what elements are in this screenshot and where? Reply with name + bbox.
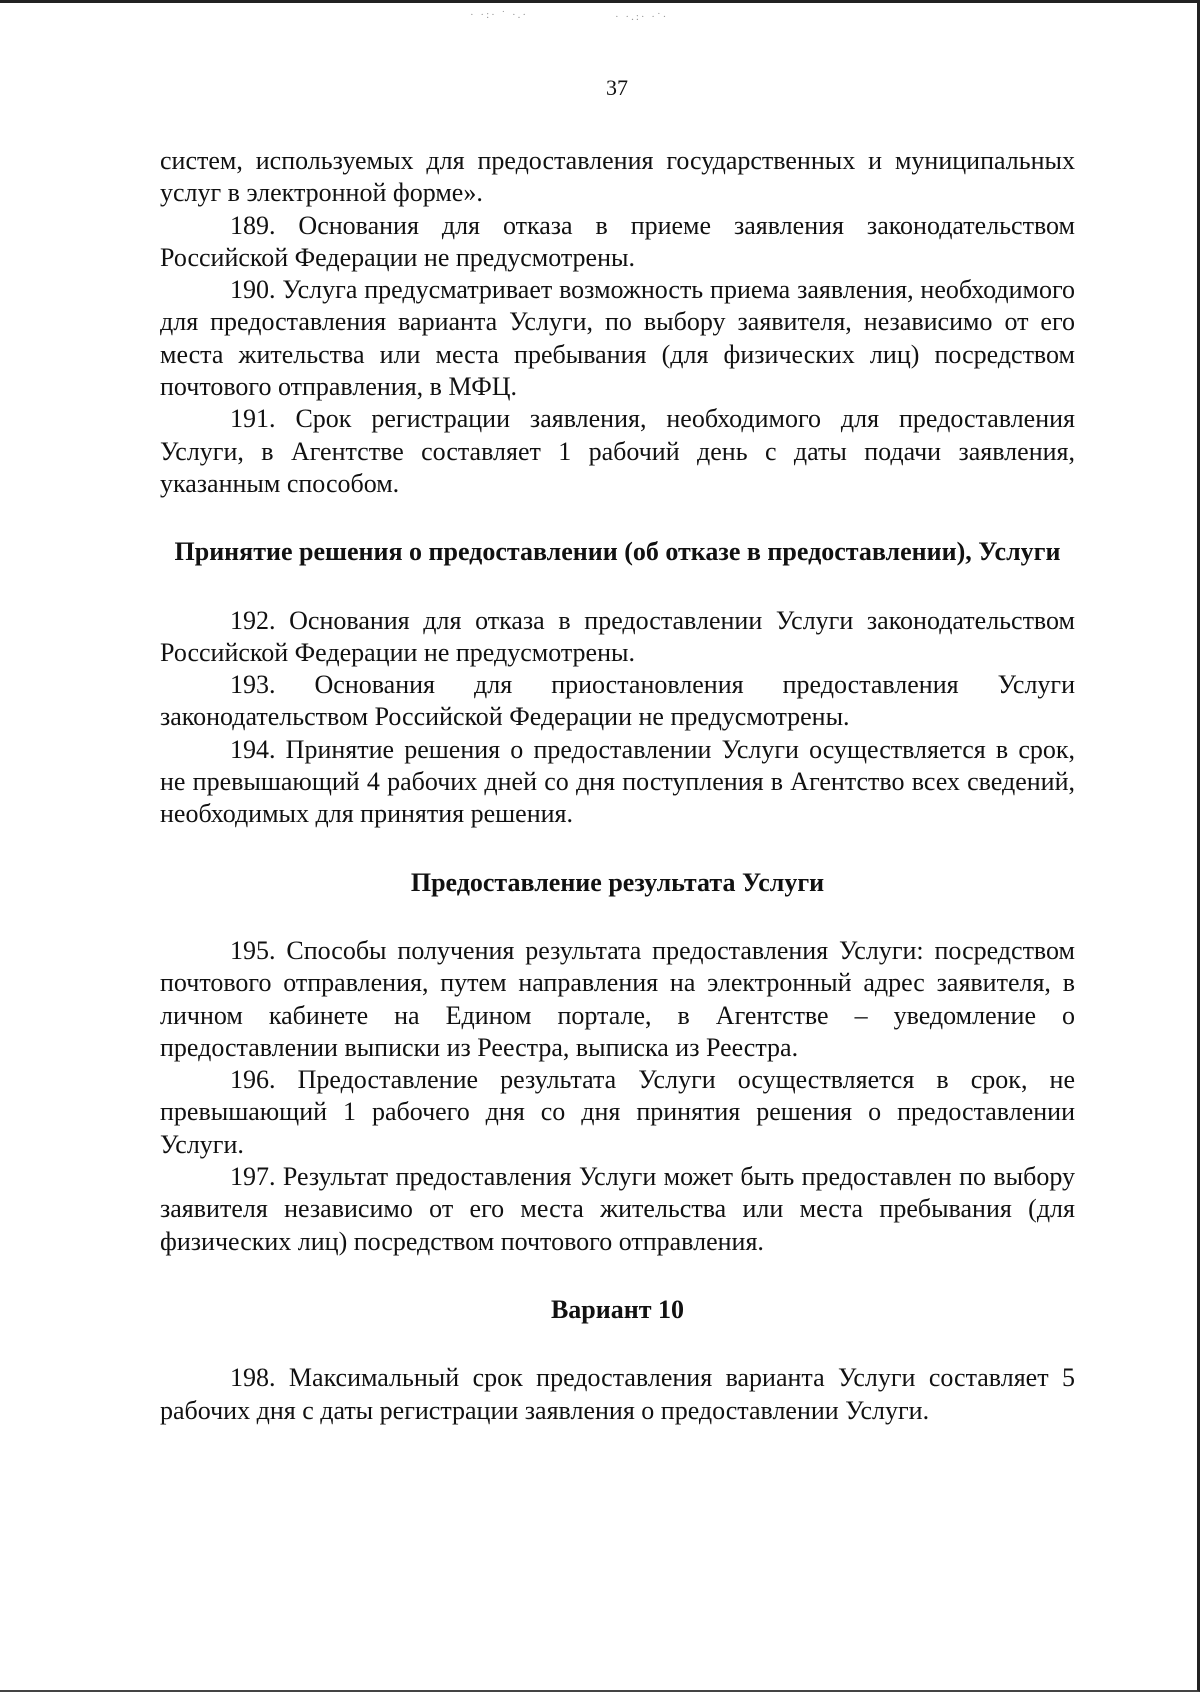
scan-noise: · ·.:· ·˙· <box>615 11 669 23</box>
document-body <box>160 145 1075 1427</box>
spacer <box>160 500 1075 536</box>
scan-noise: · ·:· ˙ ·.· <box>470 9 529 21</box>
section-heading: Принятие решения о предоставлении (об отказе в предоставлении), Услуги <box>174 537 1061 567</box>
spacer <box>160 1258 1075 1294</box>
section-heading: Вариант 10 <box>550 1294 685 1324</box>
paragraph: 197. Результат предоставления Услуги может быть предоставлен по выбору заявителя независимо от его места жительства или места пребывания (для физических лиц) посредством почтового отправления. <box>160 1162 1075 1256</box>
page-number: 37 <box>606 75 628 100</box>
spacer <box>160 899 1075 935</box>
spacer <box>160 1326 1075 1362</box>
paragraph: 193. Основания для приостановления предоставления Услуги законодательством Российской Федерации не предусмотрены. <box>160 670 1075 732</box>
paragraph: 198. Максимальный срок предоставления варианта Услуги составляет 5 рабочих дня с даты регистрации заявления о предоставлении Услуги. <box>160 1363 1075 1425</box>
paragraph: 196. Предоставление результата Услуги осуществляется в срок, не превышающий 1 рабочего дня со дня принятия решения о предоставлении Услуги. <box>160 1065 1075 1159</box>
paragraph: 192. Основания для отказа в предоставлении Услуги законодательством Российской Федерации не предусмотрены. <box>160 605 1075 667</box>
spacer <box>160 831 1075 867</box>
paragraph: 189. Основания для отказа в приеме заявления законодательством Российской Федерации не предусмотрены. <box>160 210 1075 272</box>
paragraph: 195. Способы получения результата предоставления Услуги: посредством почтового отправления, путем направления на электронный адрес заявителя, в личном кабинете на Едином портале, в Агентстве – уведомление о предоставлении выписки из Реестра, выписка из Реестра. <box>160 935 1075 1062</box>
paragraph: 191. Срок регистрации заявления, необходимого для предоставления Услуги, в Агентстве составляет 1 рабочий день с даты подачи заявления, указанным способом. <box>160 404 1075 498</box>
paragraph: 190. Услуга предусматривает возможность приема заявления, необходимого для предоставления варианта Услуги, по выбору заявителя, независимо от его места жительства или места пребывания (для физических лиц) посредством почтового отправления, в МФЦ. <box>160 275 1075 402</box>
section-heading: Предоставление результата Услуги <box>410 867 825 897</box>
spacer <box>160 569 1075 605</box>
paragraph: 194. Принятие решения о предоставлении Услуги осуществляется в срок, не превышающий 4 рабочих дней со дня поступления в Агентство всех сведений, необходимых для принятия решения. <box>160 734 1075 829</box>
paragraph: систем, используемых для предоставления государственных и муниципальных услуг в электронной форме». <box>160 146 1075 208</box>
